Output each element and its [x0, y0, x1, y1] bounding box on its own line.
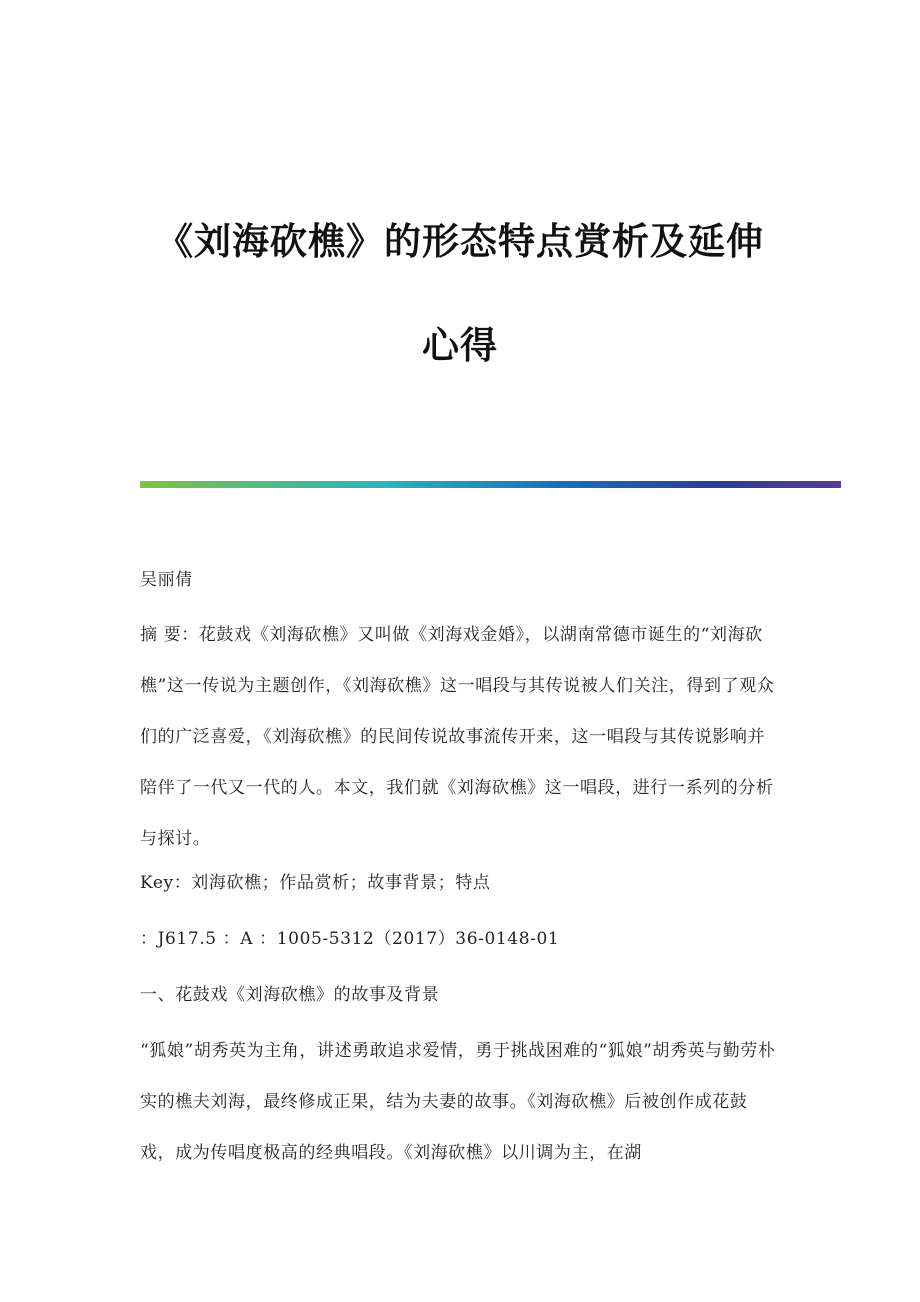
section-heading: 一、花鼓戏《刘海砍樵》的故事及背景: [140, 985, 440, 1005]
body-paragraph: “狐娘”胡秀英为主角，讲述勇敢追求爱情，勇于挑战困难的“狐娘”胡秀英与勤劳朴实的樵夫刘海，最终修成正果，结为夫妻的故事。《刘海砍樵》后被创作成花鼓戏，成为传唱度极高的经典唱段。《刘海砍樵》以川调为主，在湖: [140, 1041, 776, 1163]
abstract-paragraph: 摘 要：花鼓戏《刘海砍樵》又叫做《刘海戏金婚》，以湖南常德市诞生的“刘海砍樵”这一传说为主题创作，《刘海砍樵》这一唱段与其传说被人们关注，得到了观众们的广泛喜爱，《刘海砍樵》的民间传说故事流传开来，这一唱段与其传说影响并陪伴了一代又一代的人。本文，我们就《刘海砍樵》这一唱段，进行一系列的分析与探讨。: [140, 625, 775, 849]
author-name: 吴丽倩: [140, 570, 193, 590]
document-title: 《刘海砍樵》的形态特点赏析及延伸心得: [156, 220, 764, 367]
keywords-line: Key：刘海砍樵；作品赏析；故事背景；特点: [140, 873, 491, 893]
title-divider-rule: [140, 481, 841, 488]
classification-line: ：J617.5 ：A ：1005-5312（2017）36-0148-01: [140, 929, 560, 949]
